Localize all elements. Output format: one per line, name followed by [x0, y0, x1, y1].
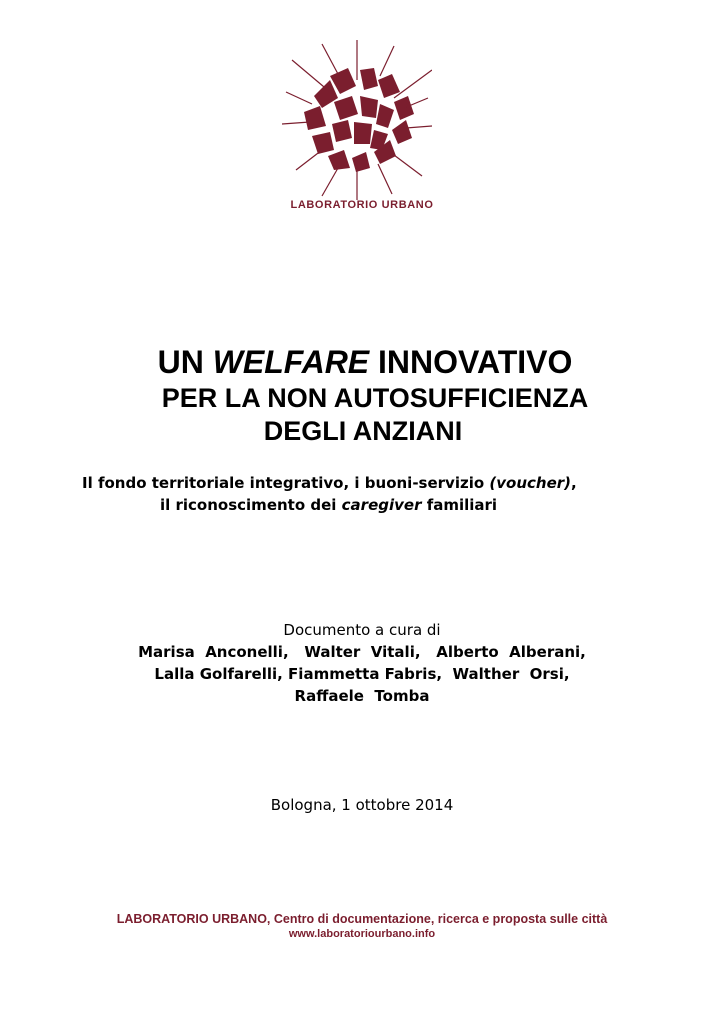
- laboratorio-urbano-logo: [282, 40, 432, 200]
- footer-organization: LABORATORIO URBANO, Centro di documentazione, ricerca e proposta sulle città: [116, 912, 608, 926]
- subtitle-line-1-text: Il fondo territoriale integrativo, i buoni-servizio: [82, 474, 485, 492]
- footer-website-link[interactable]: www.laboratoriourbano.info: [288, 928, 436, 940]
- subtitle-line-2: [160, 494, 724, 516]
- document-title: [0, 342, 724, 448]
- title-prefix: UN: [157, 344, 204, 380]
- authors-block: [0, 619, 724, 707]
- title-line-1: [6, 342, 724, 382]
- title-line-3: DEGLI ANZIANI: [263, 416, 463, 446]
- subtitle-line-1-italic: (voucher): [489, 474, 571, 492]
- subtitle-line-1-end: ,: [571, 474, 577, 492]
- authors-line-1: Marisa Anconelli, Walter Vitali, Alberto Alberani,: [138, 643, 586, 661]
- title-italic-word: WELFARE: [212, 344, 370, 380]
- title-line-2: PER LA NON AUTOSUFFICIENZA: [161, 383, 589, 413]
- document-subtitle: [0, 472, 724, 516]
- authors-line-2: Lalla Golfarelli, Fiammetta Fabris, Walther Orsi,: [154, 665, 570, 683]
- title-suffix: INNOVATIVO: [378, 344, 573, 380]
- footer: [0, 911, 724, 942]
- subtitle-line-1: [82, 472, 724, 494]
- subtitle-line-2-italic: caregiver: [341, 496, 422, 514]
- authors-intro: Documento a cura di: [283, 621, 441, 639]
- subtitle-line-2-text: il riconoscimento dei: [160, 496, 337, 514]
- authors-line-3: Raffaele Tomba: [294, 687, 430, 705]
- logo-caption: LABORATORIO URBANO: [290, 199, 434, 211]
- place-date: Bologna, 1 ottobre 2014: [270, 796, 454, 814]
- subtitle-line-2-end: familiari: [426, 496, 498, 514]
